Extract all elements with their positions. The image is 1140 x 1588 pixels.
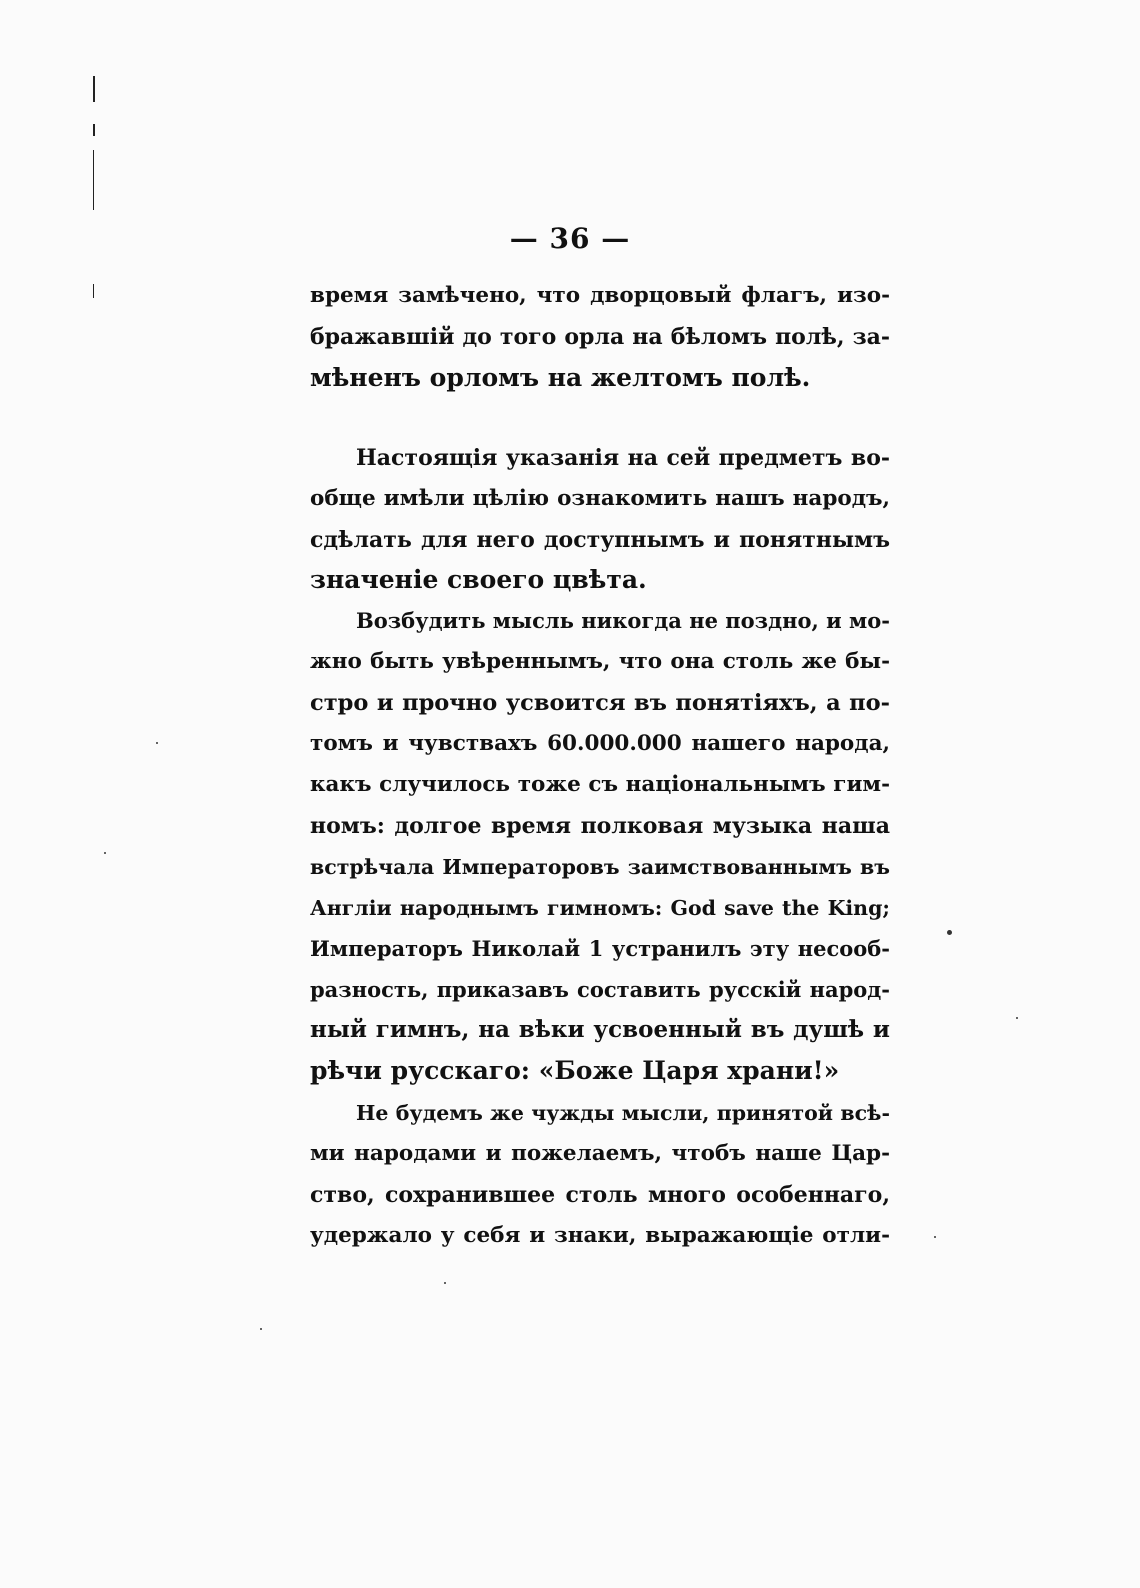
text-line: удержало у себя и знаки, выражающіе отли- <box>310 1223 890 1248</box>
text-line: Императоръ Николай 1 устранилъ эту несооб- <box>310 936 890 961</box>
text-line: разность, приказавъ составить русскій народ- <box>310 977 890 1002</box>
scan-speck <box>934 1236 936 1238</box>
text-line: какъ случилось тоже съ національнымъ гим- <box>310 772 890 797</box>
text-line: Не будемъ же чужды мысли, принятой всѣ- <box>356 1101 890 1125</box>
scan-speck <box>444 1282 446 1284</box>
scan-speck <box>156 742 158 744</box>
text-line: Возбудить мысль никогда не поздно, и мо- <box>356 608 890 633</box>
margin-scan-mark <box>93 284 94 298</box>
margin-scan-mark <box>93 150 94 210</box>
text-line: встрѣчала Императоровъ заимствованнымъ въ <box>310 855 890 879</box>
text-line: ный гимнъ, на вѣки усвоенный въ душѣ и <box>310 1016 890 1043</box>
text-line: номъ: долгое время полковая музыка наша <box>310 813 890 839</box>
text-line: жно быть увѣреннымъ, что она столь же бы- <box>310 649 890 674</box>
scan-speck <box>1016 1017 1018 1019</box>
text-line: бражавшій до того орла на бѣломъ полѣ, за- <box>310 324 890 350</box>
text-line: ство, сохранившее столь много особеннаго, <box>310 1182 890 1208</box>
text-line: Настоящія указанія на сей предметъ во- <box>356 445 890 471</box>
text-line: мѣненъ орломъ на желтомъ полѣ. <box>310 363 811 392</box>
page-number: — 36 — <box>509 222 631 255</box>
margin-scan-mark <box>93 124 95 136</box>
text-line: сдѣлать для него доступнымъ и понятнымъ <box>310 527 890 553</box>
text-line: ми народами и пожелаемъ, чтобъ наше Цар- <box>310 1141 890 1166</box>
margin-scan-mark <box>93 76 95 102</box>
text-line: значеніе своего цвѣта. <box>310 565 647 594</box>
scan-speck <box>260 1328 262 1330</box>
text-line: стро и прочно усвоится въ понятіяхъ, а по- <box>310 690 890 716</box>
scan-speck <box>104 852 106 854</box>
scan-speck <box>947 930 952 935</box>
text-line: обще имѣли цѣлію ознакомить нашъ народъ, <box>310 486 890 511</box>
text-line: рѣчи русскаго: «Боже Царя храни!» <box>310 1056 840 1085</box>
text-line: Англіи народнымъ гимномъ: God save the King; <box>310 896 890 920</box>
text-line: время замѣчено, что дворцовый флагъ, изо- <box>310 283 890 308</box>
text-line: томъ и чувствахъ 60.000.000 нашего народа, <box>310 731 890 756</box>
